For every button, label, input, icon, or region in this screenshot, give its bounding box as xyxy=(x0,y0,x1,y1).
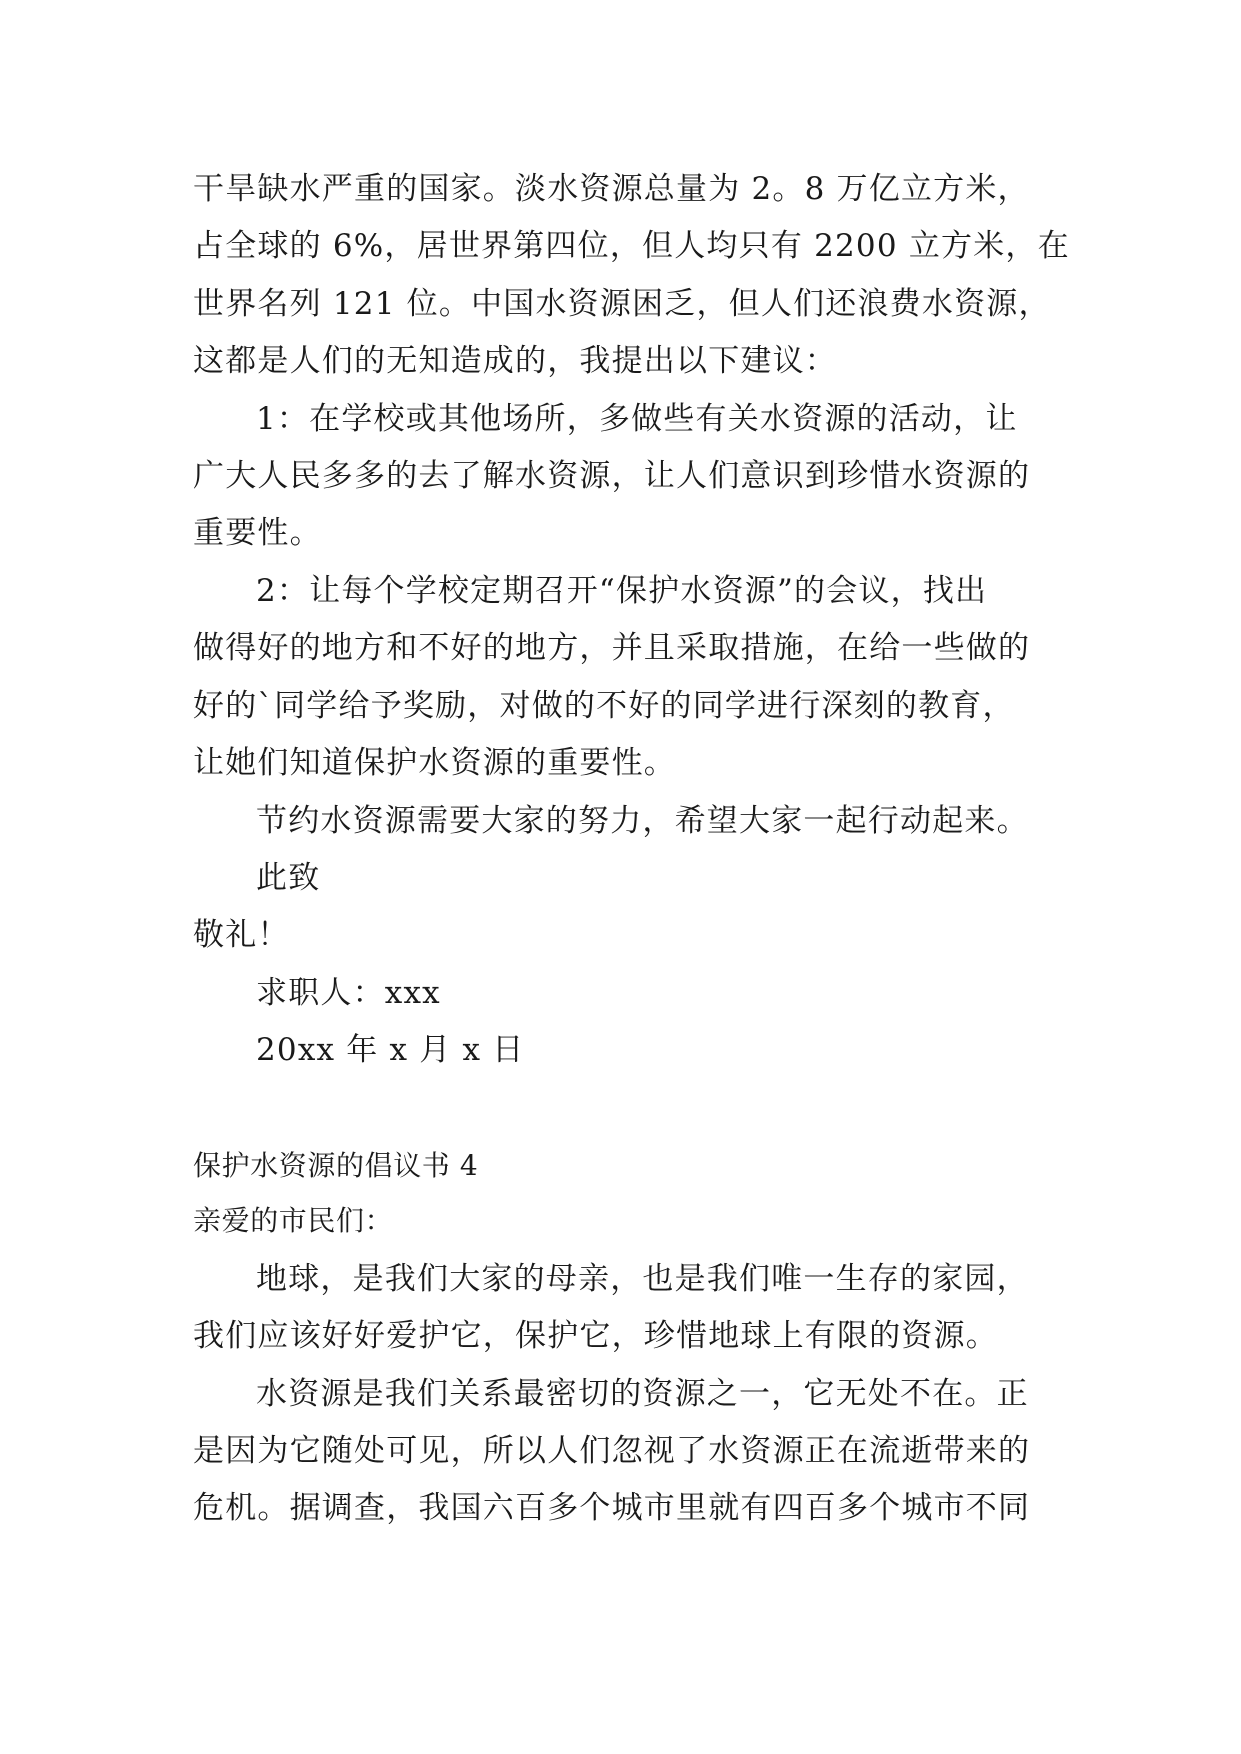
body-text-line: 干旱缺水严重的国家。淡水资源总量为 2。8 万亿立方米， xyxy=(193,171,1030,207)
signature-name: 求职人：xxx xyxy=(256,975,441,1011)
body-text-line: 我们应该好好爱护它，保护它，珍惜地球上有限的资源。 xyxy=(193,1318,998,1354)
letter-greeting: 亲爱的市民们： xyxy=(193,1204,394,1237)
signature-date: 20xx 年 x 月 x 日 xyxy=(256,1032,525,1068)
body-text-line: 重要性。 xyxy=(193,515,322,551)
body-text-line: 让她们知道保护水资源的重要性。 xyxy=(193,745,676,781)
body-text-line: 占全球的 6%，居世界第四位，但人均只有 2200 立方米，在 xyxy=(193,228,1070,264)
suggestion-2-line: 2：让每个学校定期召开“保护水资源”的会议，找出 xyxy=(256,573,988,609)
salutation-regards: 敬礼！ xyxy=(193,917,290,953)
body-text-line: 这都是人们的无知造成的，我提出以下建议： xyxy=(193,343,837,379)
salutation-closing: 此致 xyxy=(256,860,321,896)
body-text-line: 世界名列 121 位。中国水资源困乏，但人们还浪费水资源， xyxy=(193,286,1051,322)
suggestion-1-line: 1：在学校或其他场所，多做些有关水资源的活动，让 xyxy=(256,401,1018,437)
body-text-line: 是因为它随处可见，所以人们忽视了水资源正在流逝带来的 xyxy=(193,1433,1031,1469)
body-text-line: 好的`同学给予奖励，对做的不好的同学进行深刻的教育， xyxy=(193,688,1015,724)
section-title: 保护水资源的倡议书 4 xyxy=(193,1149,479,1182)
body-text-line: 广大人民多多的去了解水资源，让人们意识到珍惜水资源的 xyxy=(193,458,1031,494)
body-text-line: 水资源是我们关系最密切的资源之一，它无处不在。正 xyxy=(256,1376,1029,1412)
body-text-line: 危机。据调查，我国六百多个城市里就有四百多个城市不同 xyxy=(193,1490,1031,1526)
closing-paragraph-line: 节约水资源需要大家的努力，希望大家一起行动起来。 xyxy=(256,803,1029,839)
body-text-line: 地球，是我们大家的母亲，也是我们唯一生存的家园， xyxy=(256,1261,1029,1297)
body-text-line: 做得好的地方和不好的地方，并且采取措施，在给一些做的 xyxy=(193,630,1031,666)
